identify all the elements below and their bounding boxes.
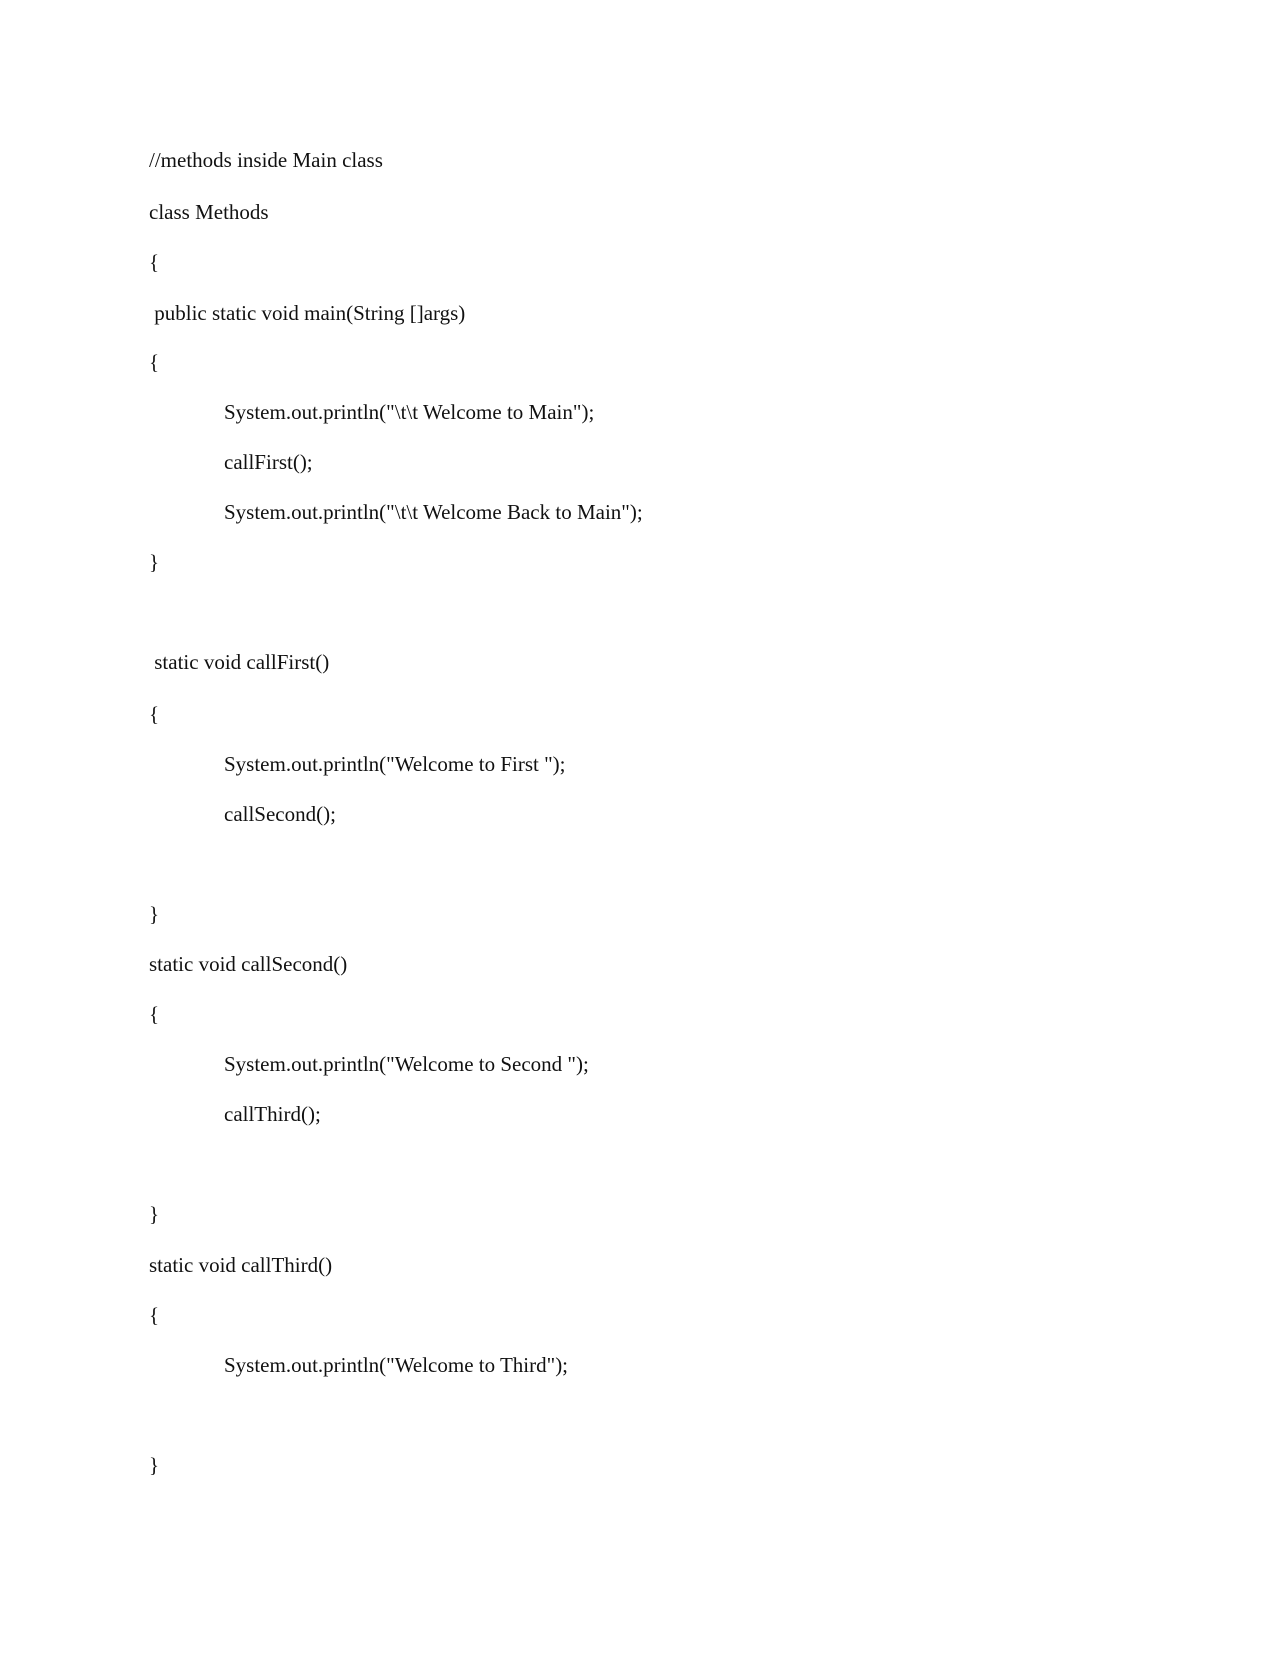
call-second-signature: static void callSecond()	[149, 952, 348, 976]
main-call-first: callFirst();	[224, 450, 313, 474]
call-third-close-brace: }	[149, 1453, 160, 1477]
call-third-signature: static void callThird()	[149, 1253, 333, 1277]
main-open-brace: {	[149, 350, 160, 374]
main-print-welcome-back: System.out.println("\t\t Welcome Back to Main");	[224, 500, 643, 524]
call-second-open-brace: {	[149, 1002, 160, 1026]
class-open-brace: {	[149, 250, 160, 274]
comment-line: //methods inside Main class	[149, 148, 383, 172]
call-first-call-second: callSecond();	[224, 802, 336, 826]
call-third-print: System.out.println("Welcome to Third");	[224, 1353, 569, 1377]
call-third-open-brace: {	[149, 1303, 160, 1327]
call-second-print: System.out.println("Welcome to Second ");	[224, 1052, 589, 1076]
class-declaration: class Methods	[149, 200, 269, 224]
main-close-brace: }	[149, 550, 160, 574]
call-first-print: System.out.println("Welcome to First ");	[224, 752, 566, 776]
call-second-close-brace: }	[149, 1202, 160, 1226]
call-second-call-third: callThird();	[224, 1102, 321, 1126]
call-first-open-brace: {	[149, 702, 160, 726]
main-print-welcome: System.out.println("\t\t Welcome to Main");	[224, 400, 595, 424]
call-first-signature: static void callFirst()	[149, 650, 330, 674]
call-first-close-brace: }	[149, 902, 160, 926]
main-method-signature: public static void main(String []args)	[149, 301, 466, 325]
